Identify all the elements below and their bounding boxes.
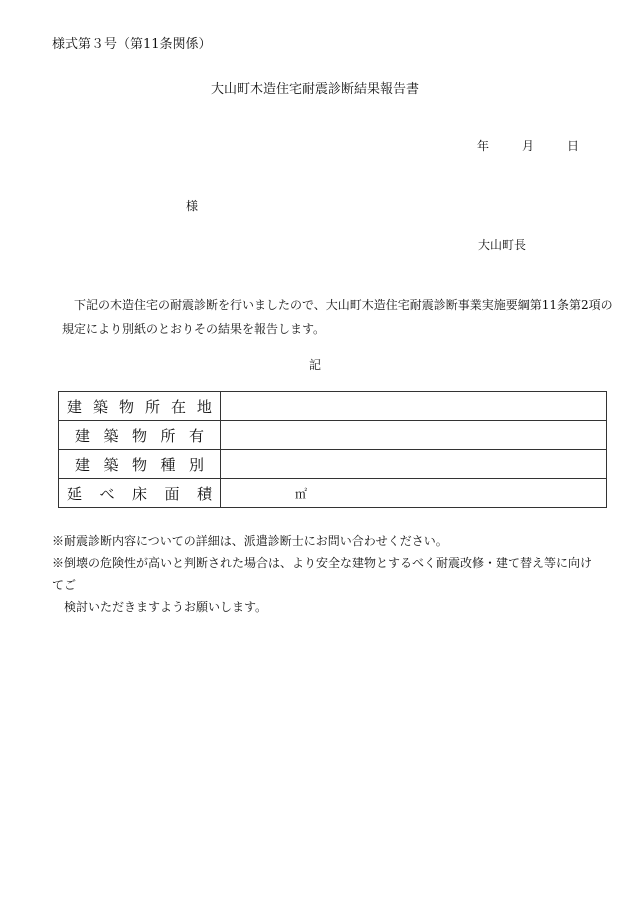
ki-heading: 記	[308, 358, 321, 372]
value-total-floor-area[interactable]	[221, 479, 607, 508]
label-char: 床	[131, 484, 147, 503]
label-char: 所	[144, 397, 160, 416]
value-building-type[interactable]	[221, 450, 607, 479]
label-total-floor-area	[59, 479, 221, 508]
label-char: 在	[170, 397, 186, 416]
label-char: 有	[188, 426, 204, 445]
label-char: 築	[92, 397, 108, 416]
label-char: 延	[67, 484, 83, 503]
note-2-line-1: ※倒壊の危険性が高いと判断された場合は、より安全な建物とするべく耐震改修・建て替え等に向けてご	[52, 556, 593, 592]
label-char: 築	[103, 455, 119, 474]
label-char: 種	[160, 455, 176, 474]
value-building-owner[interactable]	[221, 421, 607, 450]
building-info-table	[58, 391, 607, 508]
label-char: 地	[196, 397, 212, 416]
square-meter-unit: ㎡	[295, 487, 308, 501]
note-1: ※耐震診断内容についての詳細は、派遣診断士にお問い合わせください。	[52, 534, 448, 548]
body-line-2: 規定により別紙のとおりその結果を報告します。	[62, 322, 326, 336]
label-char: 物	[118, 397, 134, 416]
label-building-type	[59, 450, 221, 479]
body-text	[62, 293, 613, 341]
note-2-line-2: 検討いただきますようお願いします。	[64, 600, 268, 614]
label-char: 築	[103, 426, 119, 445]
label-char: 建	[75, 455, 91, 474]
date-year-label: 年	[477, 139, 490, 153]
table-row	[59, 479, 607, 508]
label-char: べ	[99, 484, 115, 503]
body-line-1: 下記の木造住宅の耐震診断を行いましたので、大山町木造住宅耐震診断事業実施要綱第11条第2項の	[74, 298, 613, 312]
label-char: 物	[131, 455, 147, 474]
label-char: 所	[160, 426, 176, 445]
label-char: 建	[67, 397, 83, 416]
label-building-owner	[59, 421, 221, 450]
date-day-label: 日	[567, 139, 580, 153]
label-char: 建	[75, 426, 91, 445]
date-month-label: 月	[522, 139, 535, 153]
table-row	[59, 450, 607, 479]
notes	[52, 530, 592, 618]
form-number: 様式第３号（第11条関係）	[52, 37, 212, 52]
label-building-location	[59, 392, 221, 421]
document-title: 大山町木造住宅耐震診断結果報告書	[210, 82, 419, 97]
sender-name: 大山町長	[478, 238, 527, 252]
label-char: 別	[188, 455, 204, 474]
addressee-suffix: 様	[186, 199, 199, 213]
label-char: 面	[164, 484, 180, 503]
label-char: 物	[131, 426, 147, 445]
table-row	[59, 392, 607, 421]
table-row	[59, 421, 607, 450]
value-building-location[interactable]	[221, 392, 607, 421]
label-char: 積	[196, 484, 212, 503]
